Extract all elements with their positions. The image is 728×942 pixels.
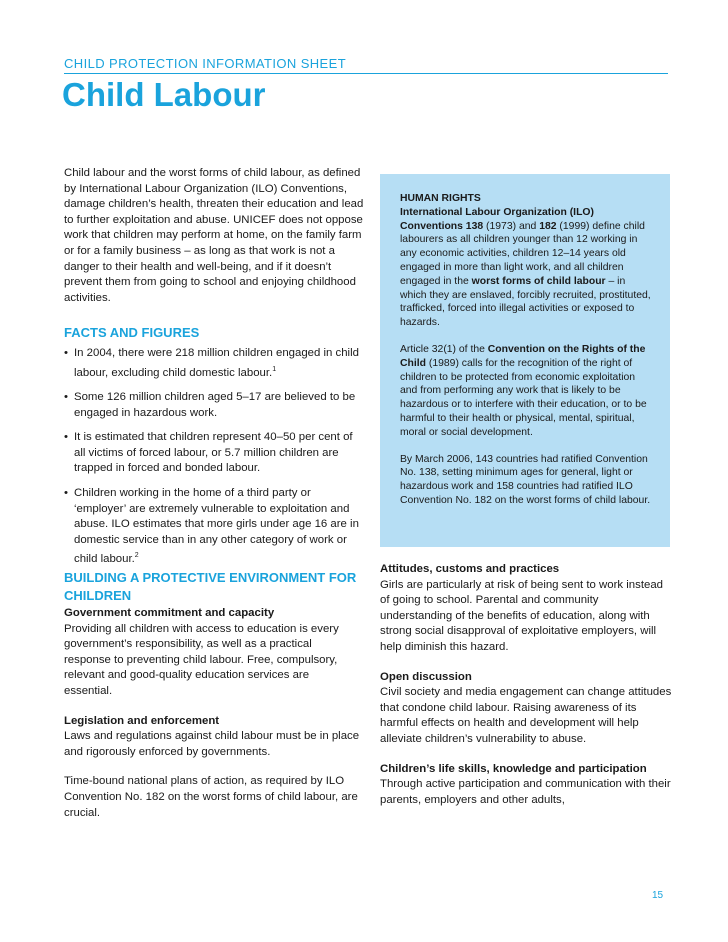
open-discussion-paragraph: Civil society and media engagement can change attitudes that condone child labour. Raising awareness of its harmful effects on health and development will help alleviate children’s vulnerability to abuse. [380,686,672,745]
worst-forms-bold: worst forms of child labour [471,275,606,287]
page-title: Child Labour [62,76,266,113]
crc-paragraph [400,343,652,440]
list-item [64,430,364,477]
footnote-ref: 1 [272,365,277,373]
text-run: (1973) and [483,220,540,232]
fact-text: Some 126 million children aged 5–17 are believed to be engaged in hazardous work. [74,390,356,419]
footnote-ref: 2 [134,552,139,560]
attitudes-paragraph: Girls are particularly at risk of being sent to work instead of going to school. Parental and community understanding of the benefits of education, along with strong social disapproval of exploitative employers, will help diminish this hazard. [380,578,663,653]
convention-182-bold: 182 [539,220,557,232]
life-skills-subheading: Children’s life skills, knowledge and participation [380,762,647,775]
ilo-conventions-bold: International Labour Organization (ILO) Conventions 138 [400,206,594,232]
government-paragraph: Providing all children with access to education is every government’s responsibility, as well as a practical response to preventing child labour. Free, compulsory, relevant and good-quality education services are essential. [64,622,339,697]
legislation-subheading: Legislation and enforcement [64,714,220,727]
fact-text: Children working in the home of a third party or ‘employer’ are extremely vulnerable to exploitation and abuse. ILO estimates that more girls under age 16 are in domestic service than in any other category of work or child labour. [74,486,359,566]
human-rights-box [380,174,670,547]
attitudes-subheading: Attitudes, customs and practices [380,563,560,575]
facts-list [64,346,364,577]
list-item [64,390,364,421]
text-run: (1989) calls for the recognition of the right of children to be protected from economic exploitation and from performing any work that is likely to be hazardous or to interfere with their education, or to be harmful to their health or physical, mental, spiritual, moral or social development. [400,357,647,438]
fact-text: In 2004, there were 218 million children engaged in child labour, excluding child domestic labour. [74,347,359,379]
sheet-kicker: CHILD PROTECTION INFORMATION SHEET [64,56,347,71]
human-rights-heading: HUMAN RIGHTS [400,193,481,204]
list-item [64,486,364,568]
page-number: 15 [652,890,664,901]
life-skills-paragraph: Through active participation and communication with their parents, employers and other adults, [380,778,671,806]
header-rule [64,73,668,74]
text-run: – in which they are enslaved, forcibly recruited, prostituted, trafficked, forced into illegal activities or exposed to hazards. [400,275,651,329]
text-run: (1999) define child labourers as all children younger than 12 working in any economic activities, children 12–14 years old engaged in more than light work, and all children engaged in the [400,220,645,287]
building-heading: BUILDING A PROTECTIVE ENVIRONMENT FOR CHILDREN [64,570,357,603]
right-column [380,562,672,822]
building-column [64,606,360,835]
legislation-paragraph: Laws and regulations against child labour must be in place and rigorously enforced by governments. [64,730,360,758]
text-run: Article 32(1) of the [400,343,488,355]
ilo-paragraph [400,206,652,330]
facts-heading: FACTS AND FIGURES [64,325,200,340]
list-item [64,346,364,381]
fact-text: It is estimated that children represent 40–50 per cent of all victims of forced labour, or 5.7 million children are trapped in forced and bonded labour. [74,431,353,475]
intro-paragraph: Child labour and the worst forms of child labour, as defined by International Labour Organization (ILO) Conventions, damage children’s health, threaten their education and lead to further exploitation and abuse. UNICEF does not oppose work that children may perform at home, on the family farm or for a family business – as long as that work is not a danger to their health and well-being, and if it doesn’t prevent them from going to school and enjoying childhood activities. [64,167,364,304]
ratification-paragraph: By March 2006, 143 countries had ratified Convention No. 138, setting minimum ages for general, light or hazardous work and 158 countries had ratified ILO Convention No. 182 on the worst forms of child labour. [400,453,651,506]
crc-bold: Convention on the Rights of the Child [400,343,646,369]
open-discussion-subheading: Open discussion [380,670,472,683]
government-subheading: Government commitment and capacity [64,607,275,619]
time-bound-paragraph: Time-bound national plans of action, as required by ILO Convention No. 182 on the worst forms of child labour, are crucial. [64,775,358,819]
